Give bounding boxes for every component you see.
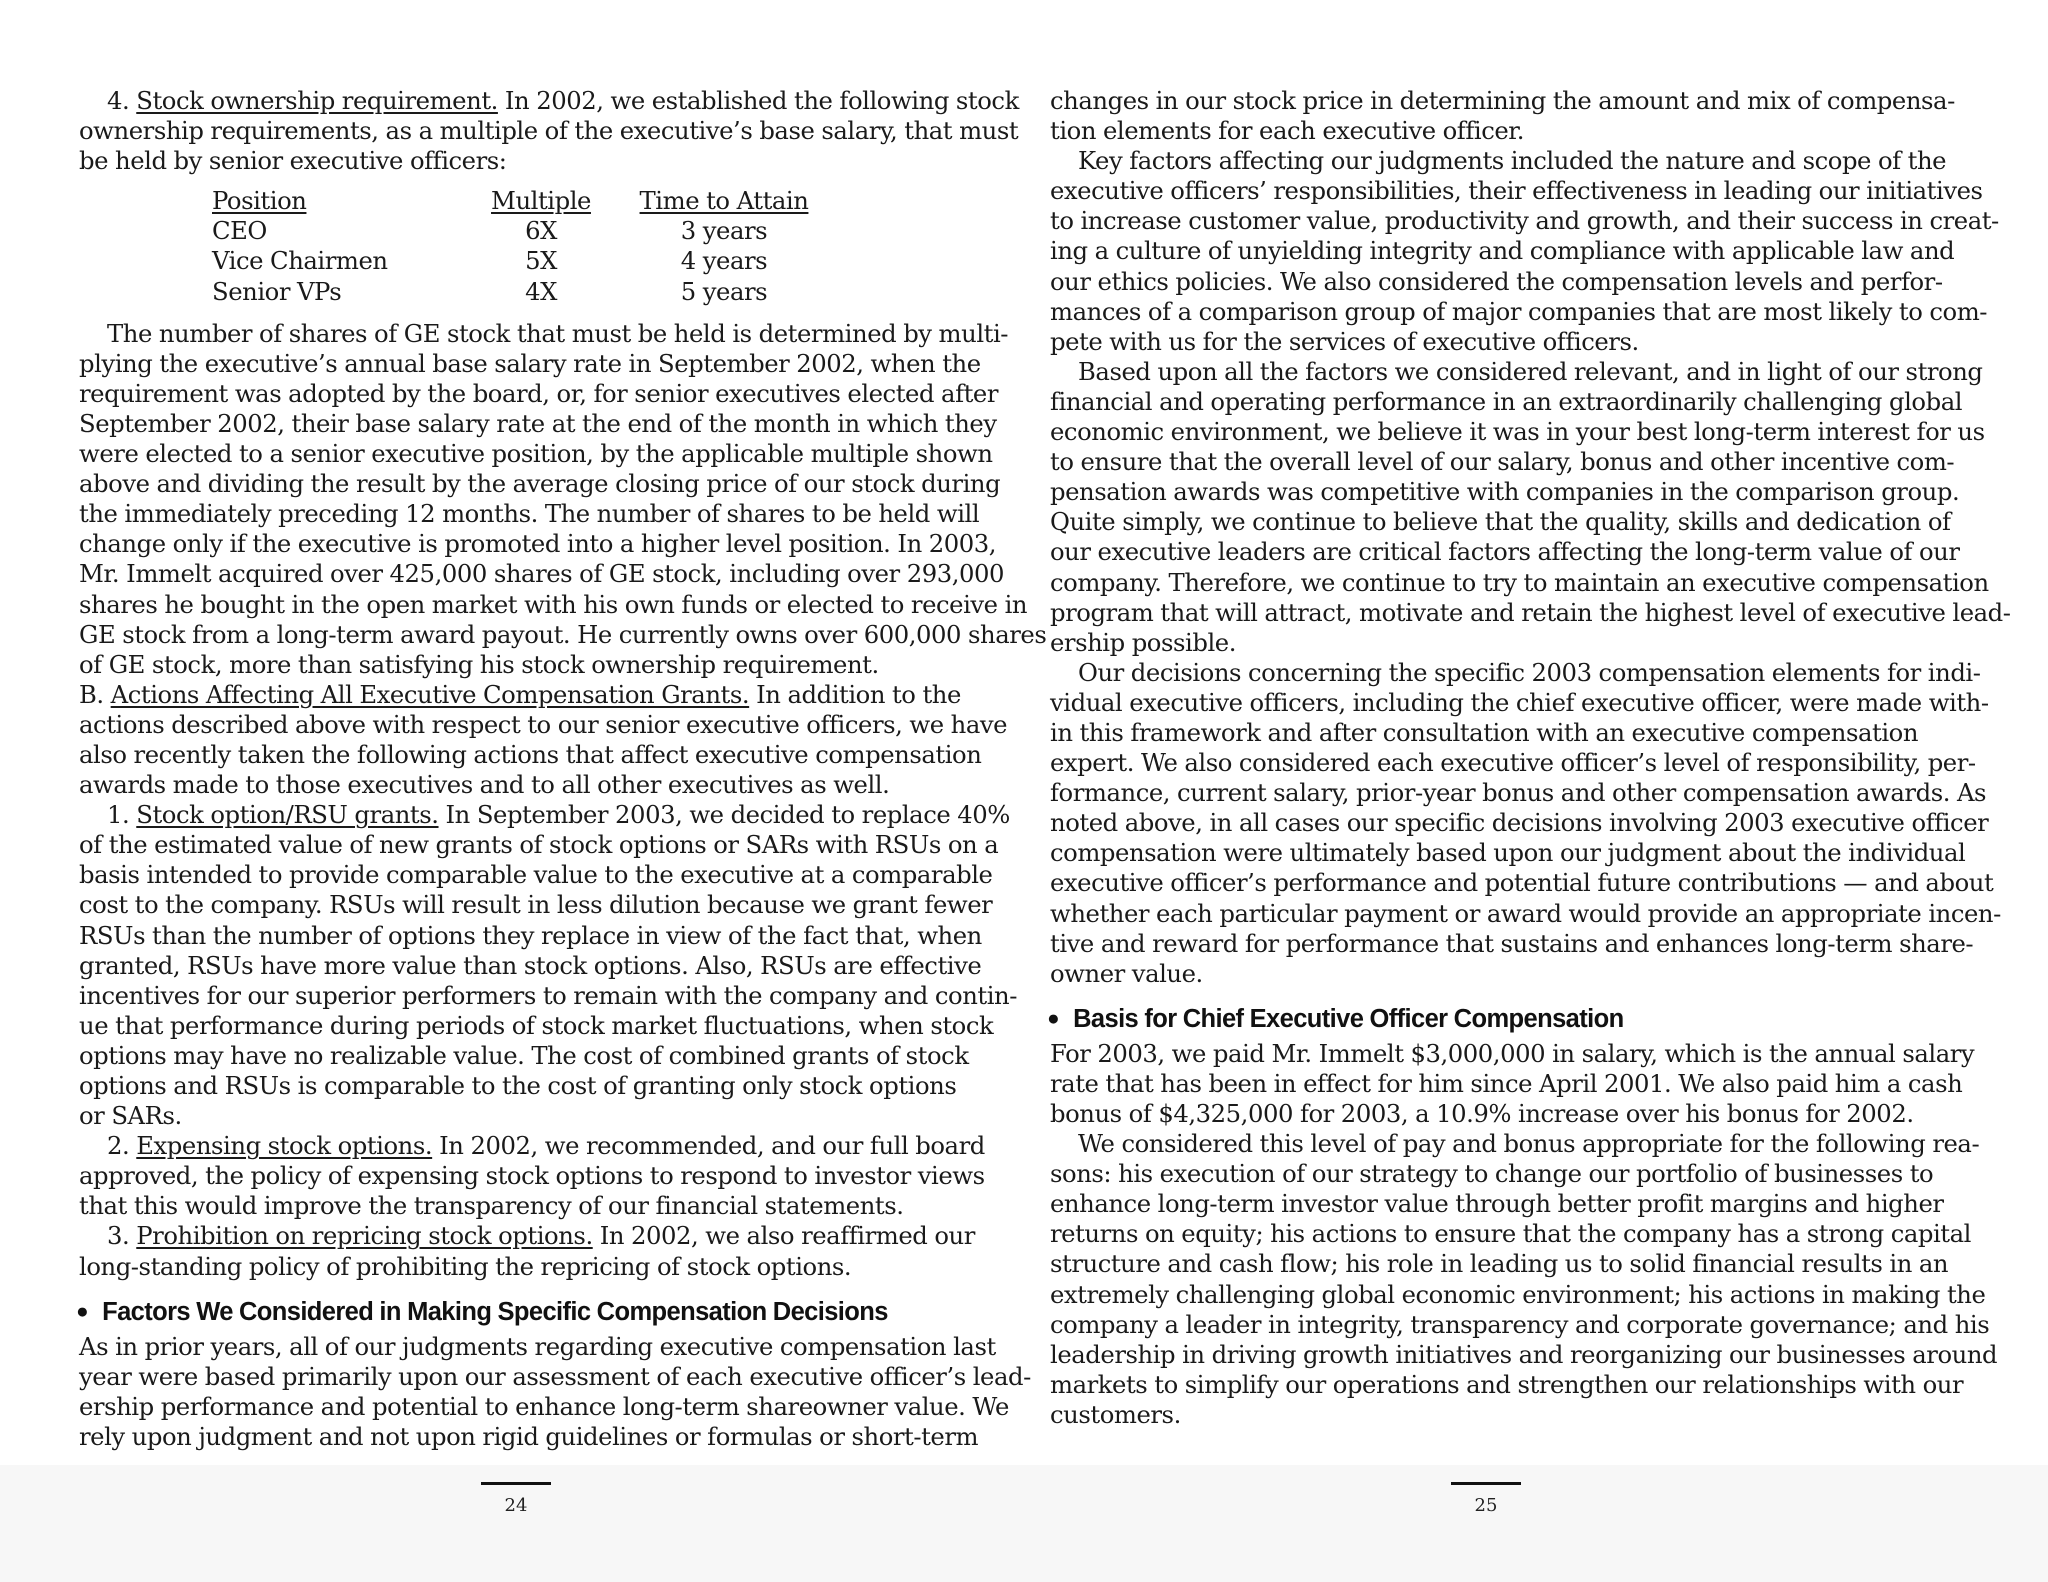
item-2-heading: Expensing stock options. [136,1131,433,1161]
text-line: customers. [1050,1399,1181,1429]
text-line: or SARs. [79,1101,182,1131]
text-line: Key factors affecting our judgments included the nature and scope of the [1078,146,1947,176]
right-page-footer [1451,1482,1521,1517]
text-line: noted above, in all cases our specific decisions involving 2003 executive officer [1050,808,1989,838]
text-line: actions described above with respect to our senior executive officers, we have [79,709,1008,739]
text-line: long-standing policy of prohibiting the repricing of stock options. [79,1251,852,1281]
text-line: program that will attract, motivate and retain the highest level of executive lead- [1050,597,2011,627]
text-line: markets to simplify our operations and strengthen our relationships with our [1050,1369,1964,1399]
text-line: As in prior years, all of our judgments regarding executive compensation last [79,1331,996,1361]
text-line: above and dividing the result by the average closing price of our stock during [79,469,1001,499]
text-line: that this would improve the transparency of our financial statements. [79,1191,904,1221]
text-line: options and RSUs is comparable to the cost of granting only stock options [79,1071,957,1100]
section-b-heading: Actions Affecting All Executive Compensation Grants. [110,679,750,709]
table-cell-multiple: 6X [525,216,557,246]
paragraph-item-2 [79,1161,985,1221]
text-line: structure and cash flow; his role in leading us to solid financial results in an [1050,1249,1949,1279]
text-line: tion elements for each executive officer. [1050,116,1525,146]
text-line: in this framework and after consultation with an executive compensation [1050,717,1919,747]
paragraph-share-determination [79,318,1047,680]
text-line: approved, the policy of expensing stock options to respond to investor views [79,1161,985,1191]
text-line: Based upon all the factors we considered relevant, and in light of our strong [1078,356,1983,386]
bullet-icon: ● [76,1299,89,1323]
text-line: ue that performance during periods of stock market fluctuations, when stock [79,1010,994,1040]
item-3-heading: Prohibition on repricing stock options. [136,1221,593,1251]
paragraph-item-3 [79,1252,954,1282]
column-header-multiple: Multiple [491,186,591,216]
table-cell-time: 4 years [680,246,768,276]
text-line: GE stock from a long-term award payout. He currently owns over 600,000 shares [79,619,1047,649]
text-line: ership performance and potential to enhance long-term shareowner value. We [79,1391,1009,1421]
item-1-heading: Stock option/RSU grants. [136,800,439,830]
text-line: rate that has been in effect for him since April 2001. We also paid him a cash [1050,1068,1963,1098]
text-line: cost to the company. RSUs will result in less dilution because we grant fewer [79,890,993,920]
table-row [212,246,844,276]
paragraph-key-factors [1050,146,1999,357]
text-line: sons: his execution of our strategy to change our portfolio of businesses to [1050,1159,1934,1189]
bullet-icon: ● [1047,1006,1060,1030]
text-line: changes in our stock price in determining the amount and mix of compensa- [1050,86,1955,115]
table-cell-multiple: 4X [525,276,557,306]
text-line: Mr. Immelt acquired over 425,000 shares of GE stock, including over 293,000 [79,559,1005,589]
column-header-position: Position [212,186,307,216]
stock-ownership-intro-line: 4. Stock ownership requirement. In 2002, we established the following stock [107,86,1019,115]
section-b-first-line: B. Actions Affecting All Executive Compensation Grants. In addition to the [79,679,961,709]
text-line: financial and operating performance in an extraordinarily challenging global [1050,386,1963,416]
right-page-column [1047,86,2011,1430]
page-number: 25 [1474,1495,1498,1516]
text-line: of the estimated value of new grants of stock options or SARs with RSUs on a [79,830,999,860]
item-1-first-line: 1. Stock option/RSU grants. In September 2003, we decided to replace 40% [107,800,1010,830]
footer-rule [481,1482,551,1485]
text-line: pensation awards was competitive with companies in the comparison group. [1050,477,1960,507]
text-line: leadership in driving growth initiatives and reorganizing our businesses around [1050,1339,1998,1369]
text-line: rely upon judgment and not upon rigid guidelines or formulas or short-term [79,1421,979,1451]
text-line: company a leader in integrity, transparency and corporate governance; and his [1050,1309,1990,1339]
text-line: awards made to those executives and to all other executives as well. [79,770,890,800]
text-line: expert. We also considered each executive officer’s level of responsibility, per- [1050,748,1976,778]
text-line: were elected to a senior executive position, by the applicable multiple shown [79,439,993,469]
text-line: year were based primarily upon our assessment of each executive officer’s lead- [79,1361,1031,1391]
text-line: the immediately preceding 12 months. The number of shares to be held will [79,499,980,529]
ownership-requirements-table [212,186,844,306]
stock-ownership-line: ownership requirements, as a multiple of the executive’s base salary, that must [79,116,1019,146]
table-cell-position: Senior VPs [212,276,342,306]
text-line: mances of a comparison group of major companies that are most likely to com- [1050,296,1988,326]
text-line: executive officers’ responsibilities, their effectiveness in leading our initiatives [1050,176,1983,206]
footer-rule [1451,1482,1521,1485]
text-line: economic environment, we believe it was in your best long-term interest for us [1050,417,1985,447]
text-line: formance, current salary, prior-year bonus and other compensation awards. As [1050,778,1987,808]
text-line: September 2002, their base salary rate at the end of the month in which they [79,408,997,438]
text-line: plying the executive’s annual base salary rate in September 2002, when the [79,348,981,378]
left-page-column [76,86,1047,1452]
text-line: also recently taken the following actions that affect executive compensation [79,739,982,769]
text-line: change only if the executive is promoted into a higher level position. In 2003, [79,529,997,559]
text-line: tive and reward for performance that sustains and enhances long-term share- [1050,928,1974,958]
paragraph-decisions [1050,657,2001,989]
text-line: granted, RSUs have more value than stock options. Also, RSUs are effective [79,950,982,980]
table-cell-multiple: 5X [525,246,557,276]
item-3-first-line: 3. Prohibition on repricing stock options. In 2002, we also reaffirmed our [107,1221,975,1251]
text-line: our executive leaders are critical factors affecting the long-term value of our [1050,537,1960,567]
text-line: shares he bought in the open market with his own funds or elected to receive in [79,589,1028,619]
text-line: For 2003, we paid Mr. Immelt $3,000,000 in salary, which is the annual salary [1050,1038,1975,1068]
section-heading-factors: ● Factors We Considered in Making Specific Compensation Decisions [76,1297,888,1326]
paragraph-based-upon [1050,356,2011,658]
text-line: compensation were ultimately based upon our judgment about the individual [1050,838,1966,868]
text-line: enhance long-term investor value through better profit margins and higher [1050,1189,1944,1219]
text-line: executive officer’s performance and potential future contributions — and about [1050,868,1994,898]
table-row [212,216,844,246]
table-cell-time: 5 years [680,276,768,306]
paragraph-factors [79,1331,1031,1452]
text-line: RSUs than the number of options they replace in view of the fact that, when [79,920,982,950]
text-line: owner value. [1050,958,1203,988]
text-line: options may have no realizable value. The cost of combined grants of stock [79,1040,969,1070]
section-heading-ceo-compensation: ● Basis for Chief Executive Officer Compensation [1047,1004,1624,1033]
text-line: incentives for our superior performers to remain with the company and contin- [79,980,1018,1010]
text-line: company. Therefore, we continue to try to maintain an executive compensation [1050,567,1989,597]
paragraph-item-1 [79,830,1018,1131]
text-line: returns on equity; his actions to ensure that the company has a strong capital [1050,1219,1971,1249]
page-bottom-band [0,1465,2048,1582]
text-line: basis intended to provide comparable value to the executive at a comparable [79,860,993,890]
paragraph-section-b [79,709,1008,800]
item-2-first-line: 2. Expensing stock options. In 2002, we recommended, and our full board [107,1131,985,1161]
text-line: requirement was adopted by the board, or, for senior executives elected after [79,378,999,408]
stock-ownership-heading: Stock ownership requirement. [136,86,498,115]
text-line: Quite simply, we continue to believe that the quality, skills and dedication of [1050,507,1951,537]
left-page-footer [481,1482,551,1517]
text-line: our ethics policies. We also considered the compensation levels and perfor- [1050,266,1943,296]
paragraph-reasons [1050,1129,1998,1430]
text-line: We considered this level of pay and bonus appropriate for the following rea- [1078,1129,1980,1159]
text-line: pete with us for the services of executive officers. [1050,326,1639,356]
text-line: The number of shares of GE stock that must be held is determined by multi- [107,318,1009,348]
paragraph-ceo-pay [1050,1038,1975,1129]
text-line: to increase customer value, productivity and growth, and their success in creat- [1050,206,1999,236]
paragraph-continuation [1050,86,1955,146]
page-number: 24 [504,1495,528,1516]
text-line: extremely challenging global economic environment; his actions in making the [1050,1279,1986,1309]
text-line: ing a culture of unyielding integrity and compliance with applicable law and [1050,236,1955,266]
text-line: Our decisions concerning the specific 2003 compensation elements for indi- [1078,657,1981,687]
stock-ownership-line: be held by senior executive officers: [79,146,507,176]
text-line: bonus of $4,325,000 for 2003, a 10.9% increase over his bonus for 2002. [1050,1099,1914,1128]
table-cell-position: CEO [212,216,267,246]
column-header-time-to-attain: Time to Attain [639,186,809,216]
text-line: of GE stock, more than satisfying his stock ownership requirement. [79,649,879,679]
table-cell-time: 3 years [680,216,768,246]
text-line: whether each particular payment or award would provide an appropriate incen- [1050,898,2001,928]
table-header-row [212,186,844,216]
text-line: vidual executive officers, including the chief executive officer, were made with- [1050,687,1989,717]
text-line: ership possible. [1050,627,1236,657]
table-cell-position: Vice Chairmen [212,246,388,276]
table-row [212,277,844,307]
text-line: to ensure that the overall level of our salary, bonus and other incentive com- [1050,447,1955,477]
